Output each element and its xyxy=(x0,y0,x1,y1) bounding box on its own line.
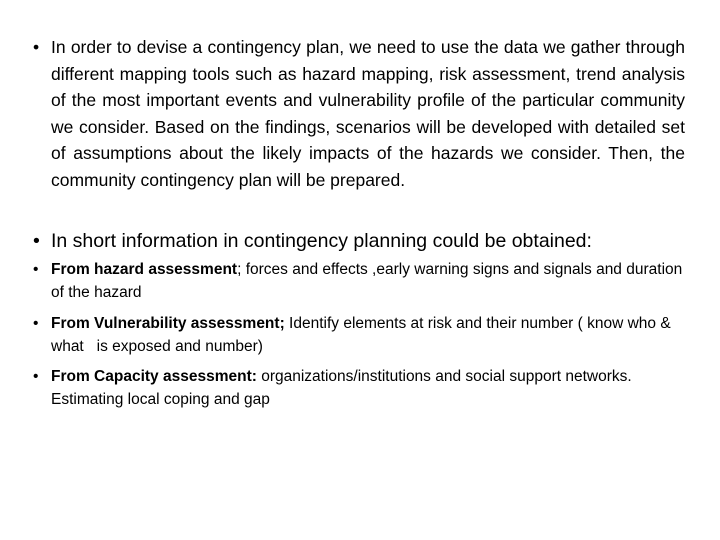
list-item-hazard xyxy=(33,258,685,304)
list-item-text xyxy=(51,258,685,304)
intro-paragraph: In order to devise a contingency plan, we need to use the data we gather through different mapping tools such as hazard mapping, risk assessment, trend analysis of the most important events and vulnerability profile of the particular community we consider. Based on the findings, scenarios will be developed with detailed set of assumptions about the likely impacts of the hazards we consider. Then, the community contingency plan will be prepared. xyxy=(51,37,685,190)
item-description: Identify elements at risk and their number ( know who & what is exposed and number) xyxy=(51,315,676,355)
section-heading: In short information in contingency planning could be obtained: xyxy=(51,230,592,252)
item-description: organizations/institutions and social support networks. Estimating local coping and gap xyxy=(51,368,632,408)
list-item-vulnerability xyxy=(33,312,685,358)
item-label: From Vulnerability assessment; xyxy=(51,315,285,332)
list-item-capacity xyxy=(33,365,685,411)
list-item-text xyxy=(51,312,685,358)
bullet-marker: • xyxy=(33,261,39,278)
list-item-text xyxy=(51,365,685,411)
bullet-marker: • xyxy=(33,230,40,252)
intro-bullet xyxy=(33,34,685,194)
item-description: ; forces and effects ,early warning signs and signals and duration of the hazard xyxy=(51,261,683,301)
bullet-marker: • xyxy=(33,37,40,57)
item-label: From hazard assessment xyxy=(51,261,238,278)
item-label: From Capacity assessment: xyxy=(51,368,257,385)
bullet-marker: • xyxy=(33,315,39,332)
bullet-marker: • xyxy=(33,368,39,385)
heading-bullet xyxy=(33,227,685,255)
